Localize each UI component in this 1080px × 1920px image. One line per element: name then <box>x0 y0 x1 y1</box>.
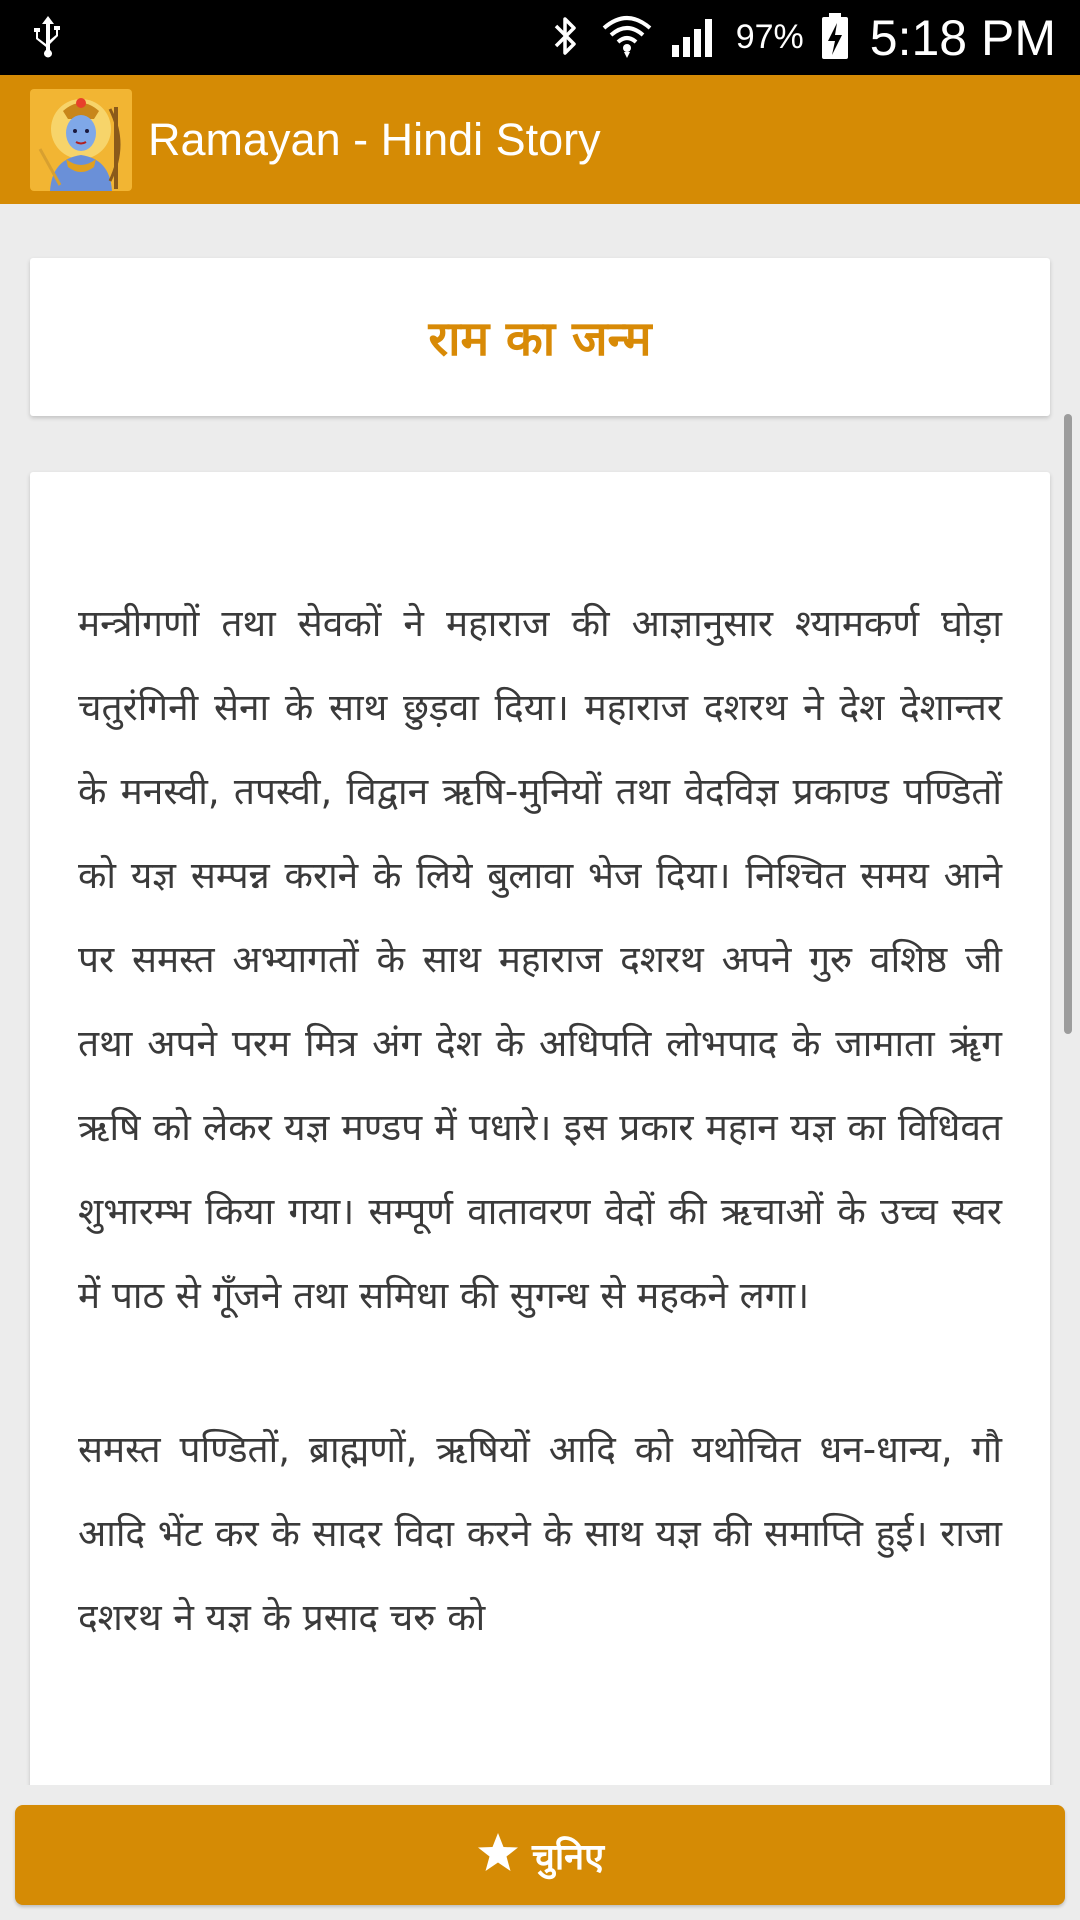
usb-icon <box>30 14 66 62</box>
wifi-icon <box>600 12 654 64</box>
scrollbar[interactable] <box>1064 414 1072 1034</box>
star-icon <box>476 1831 520 1879</box>
rama-logo-icon <box>30 89 132 191</box>
status-time: 5:18 PM <box>869 9 1056 66</box>
story-paragraph: मन्त्रीगणों तथा सेवकों ने महाराज की आज्ञानुसार श्यामकर्ण घोड़ा चतुरंगिनी सेना के साथ छुड़वा दिया। महाराज दशरथ ने देश देशान्तर के मनस्वी, तपस्वी, विद्वान ऋषि-मुनियों तथा वेदविज्ञ प्रकाण्ड पण्डितों को यज्ञ सम्पन्न कराने के लिये बुलावा भेज दिया। निश्चित समय आने पर समस्त अभ्यागतों के साथ महाराज दशरथ अपने गुरु वशिष्ठ जी तथा अपने परम मित्र अंग देश के अधिपति लोभपाद के जामाता ॠंग ऋषि को लेकर यज्ञ मण्डप में पधारे। इस प्रकार महान यज्ञ का विधिवत शुभारम्भ किया गया। सम्पूर्ण वातावरण वेदों की ऋचाओं के उच्च स्वर में पाठ से गूँजने तथा समिधा की सुगन्ध से महकने लगा। <box>78 602 1002 1317</box>
story-scroll-view[interactable] <box>0 204 1080 1785</box>
story-body-card <box>30 472 1050 1785</box>
story-text <box>78 582 1002 1730</box>
story-paragraph: समस्त पण्डितों, ब्राह्मणों, ऋषियों आदि को यथोचित धन-धान्य, गौ आदि भेंट कर के सादर विदा करने के साथ यज्ञ की समाप्ति हुई। राजा दशरथ ने यज्ञ के प्रसाद चरु को <box>78 1428 1002 1639</box>
story-title-card <box>30 258 1050 416</box>
battery-percent: 97% <box>735 18 804 56</box>
bottom-bar <box>0 1785 1080 1920</box>
story-title: राम का जन्म <box>428 310 652 367</box>
status-bar <box>0 0 1080 75</box>
app-title: Ramayan - Hindi Story <box>148 113 601 165</box>
bluetooth-icon <box>548 12 584 64</box>
battery-charging-icon <box>820 11 850 65</box>
app-bar <box>0 75 1080 204</box>
choose-button-label: चुनिए <box>531 1836 605 1878</box>
choose-button[interactable] <box>15 1805 1065 1905</box>
signal-icon <box>670 13 720 63</box>
